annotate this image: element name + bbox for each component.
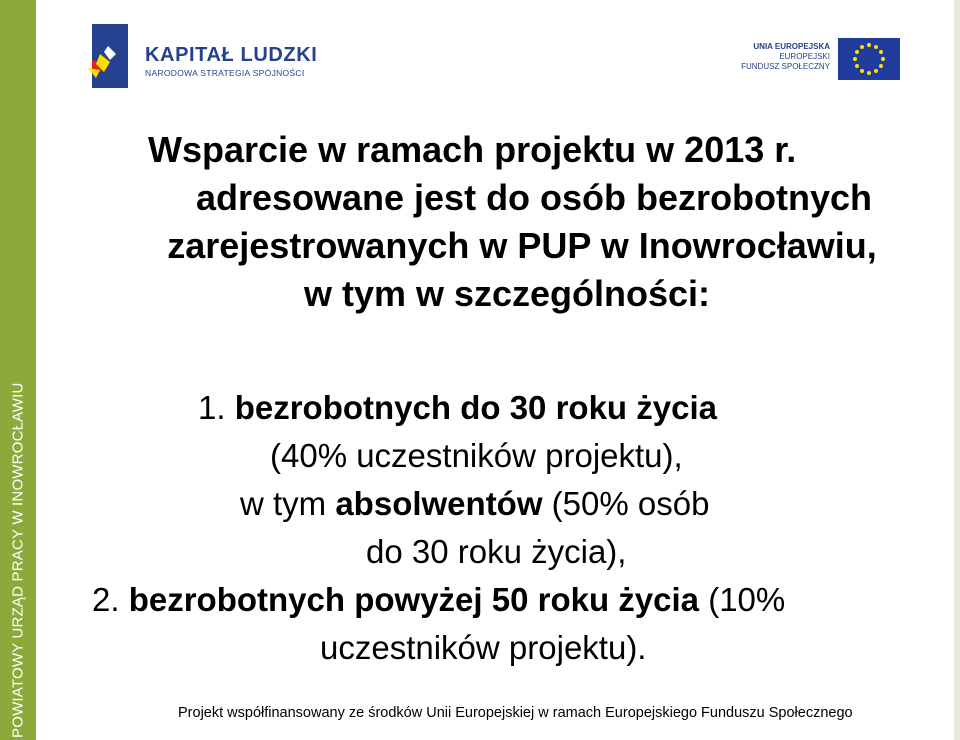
- kapital-ludzki-title: KAPITAŁ LUDZKI: [145, 44, 318, 66]
- eu-flag-icon: [838, 38, 900, 80]
- sidebar-vertical-text: POWIATOWY URZĄD PRACY W INOWROCŁAWIU: [9, 382, 27, 738]
- page-heading: [142, 126, 902, 318]
- heading-line-3: zarejestrowanych w PUP w Inowrocławiu,: [167, 225, 877, 266]
- kapital-ludzki-emblem-icon: [88, 24, 132, 88]
- eu-line-2: EUROPEJSKI: [779, 52, 830, 61]
- heading-line-2: adresowane jest do osób bezrobotnych: [195, 177, 873, 218]
- heading-line-1: Wsparcie w ramach projektu w 2013 r.: [148, 129, 797, 170]
- list-item-2-number: 2.: [92, 581, 120, 618]
- list-item-1-line-3-post: (50% osób: [542, 485, 710, 522]
- list-item-2: [90, 576, 920, 624]
- footer-text: Projekt współfinansowany ze środków Unii Europejskiej w ramach Europejskiego Funduszu Społecznego: [178, 705, 853, 721]
- list-item-1: [90, 384, 920, 432]
- list-item-1-number: 1.: [198, 389, 226, 426]
- list-item-2-title: bezrobotnych powyżej 50 roku życia: [128, 581, 700, 618]
- kapital-ludzki-subtitle: NARODOWA STRATEGIA SPÓJNOŚCI: [145, 68, 305, 78]
- heading-line-4: w tym w szczególności:: [303, 273, 711, 314]
- eu-logo-text: [741, 42, 830, 72]
- right-edge-bar: [954, 0, 960, 740]
- eu-line-3: FUNDUSZ SPOŁECZNY: [741, 62, 830, 71]
- list-item-1-line-4: do 30 roku życia),: [366, 533, 627, 570]
- list-item-2-line-2: uczestników projektu).: [320, 629, 647, 666]
- kapital-ludzki-logo: [88, 24, 318, 88]
- eu-line-1: UNIA EUROPEJSKA: [753, 42, 830, 51]
- list-item-1-graduates: absolwentów: [335, 485, 543, 522]
- eu-logo: [740, 36, 900, 80]
- target-groups-list: [90, 384, 920, 672]
- list-item-1-line-3-pre: w tym: [240, 485, 336, 522]
- list-item-1-title: bezrobotnych do 30 roku życia: [234, 389, 717, 426]
- list-item-1-line-2: (40% uczestników projektu),: [270, 437, 683, 474]
- list-item-1-line-3: [90, 480, 920, 528]
- sidebar-bar: [0, 0, 36, 740]
- list-item-2-tail: (10%: [699, 581, 786, 618]
